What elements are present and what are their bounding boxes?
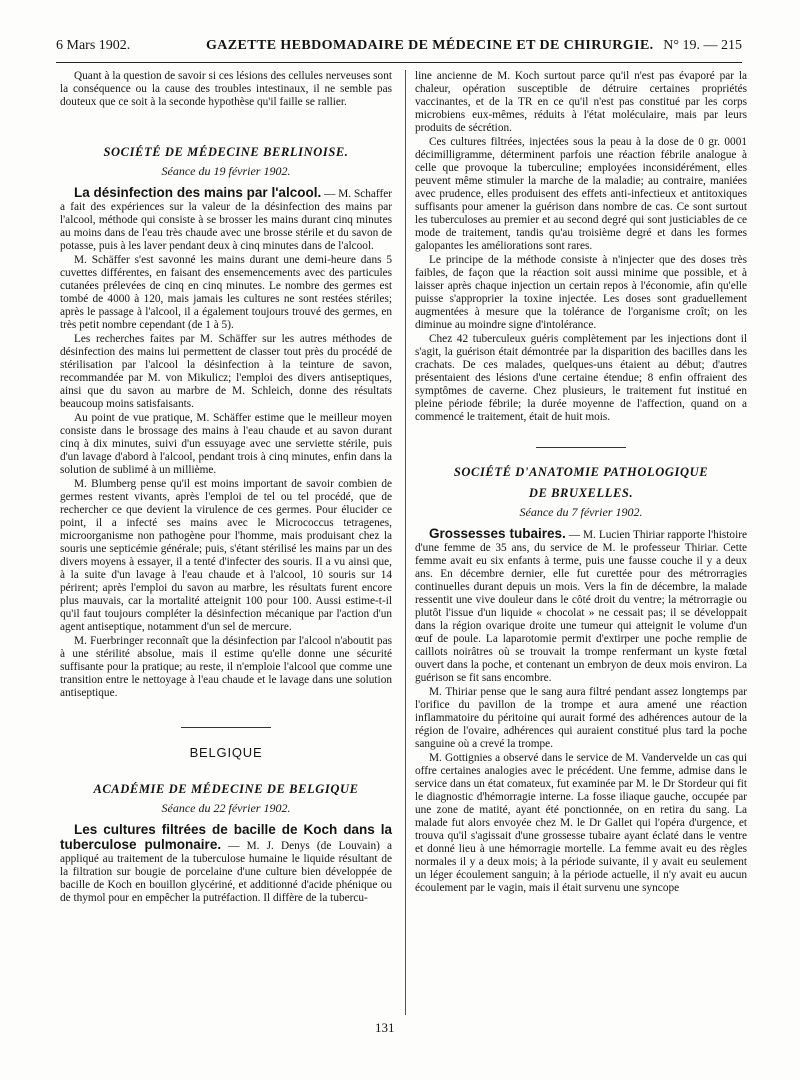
article-title-grossesses: Grossesses tubaires. — [429, 526, 566, 541]
section-heading-academie: ACADÉMIE DE MÉDECINE DE BELGIQUE — [93, 782, 359, 796]
running-header — [56, 38, 742, 60]
header-date: 6 Mars 1902. — [56, 38, 131, 53]
article-alcool-p3: Les recherches faites par M. Schäffer sur les autres méthodes de désinfection des mains lui permettent de classer tout près du procédé de stérilisation par l'alcool la désinfection à la teinture de savon, recommandée par M. von Mikulicz; l'emploi des divers antiseptiques, ainsi que du savon au marbre de M. Schleich, donne des résultats beaucoup moins satisfaisants. — [60, 333, 392, 410]
article-grossesses-p3: M. Gottignies a observé dans le service de M. Vandervelde un cas qui offre certaines analogies avec le précédent. Une femme, admise dans le service dans un état comateux, fut examinée par M. le Dr Stordeur qui fit le diagnostic d'hémorragie interne. La fosse iliaque gauche, occupée par une zone de matité, ayant été ponctionnée, on en retira du sang. La malade fut alors envoyée chez M. le Dr Gallet qui l'opéra d'urgence, et trouva qu'il s'agissait d'une grossesse tubaire ayant éclaté dans le ventre et donné lieu à une hémorragie mortelle. La femme avait eu des règles normales il y a deux mois; à la période suivante, il y avait eu seulement un léger écoulement sanguin; à la période actuelle, il n'y avait eu aucun écoulement par le vagin, mais il était survenu une syncope — [415, 752, 747, 894]
article-title-alcool: La désinfection des mains par l'alcool. — [74, 185, 322, 200]
header-issue-page: N° 19. — 215 — [663, 38, 742, 53]
seance-date-berlin: Séance du 19 février 1902. — [161, 164, 291, 178]
article-title-koch: Les cultures filtrées de bacille de Koch dans la tuberculose pulmonaire. — [60, 822, 392, 852]
left-column — [60, 70, 392, 906]
column-divider — [405, 70, 406, 1015]
article-koch-p3: Le principe de la méthode consiste à n'injecter que des doses très faibles, de façon que la réaction soit aussi minime que possible, et à laisser après chaque injection un certain repos à l'économie, afin qu'elle puisse s'approprier la toxine injectée. Les doses sont graduellement augmentées à mesure que la tolérance de l'organisme croît; on les diminue au moindre signe d'intolérance. — [415, 254, 747, 331]
seance-date-anatomie: Séance du 7 février 1902. — [519, 505, 643, 519]
page-folio: 131 — [375, 1020, 395, 1035]
seance-date-academie: Séance du 22 février 1902. — [161, 801, 291, 815]
article-alcool-p1: La désinfection des mains par l'alcool. — M. Schaffer a fait des expériences sur la valeur de la désinfection des mains par l'alcool, méthode qui consiste à se brosser les mains durant cinq minutes au moins dans de l'eau très chaude avec une brosse stérile et du savon de potasse, puis à les laver pendant deux à cinq minutes dans de l'alcool. — [60, 185, 392, 252]
section-heading-anatomie-1: SOCIÉTÉ D'ANATOMIE PATHOLOGIQUE — [453, 465, 709, 479]
article-koch-p1-continued: line ancienne de M. Koch surtout parce qu'il n'est pas évaporé par la chaleur, opération susceptible de détruire certaines propriétés vaccinantes, et de la TR en ce qu'il n'est pas constitué par les corps microbiens eux-mêmes, réduits à l'état moléculaire, mais par leurs produits de sécrétion. — [415, 70, 747, 134]
intro-paragraph: Quant à la question de savoir si ces lésions des cellules nerveuses sont la conséquence ou la cause des troubles intestinaux, il ne semble pas douteux que ce soit à la seconde hypothèse qu'il faille se rallier. — [60, 70, 392, 108]
header-journal-title: GAZETTE HEBDOMADAIRE DE MÉDECINE ET DE CHIRURGIE. — [206, 38, 654, 53]
right-column — [415, 70, 747, 896]
article-koch-p4: Chez 42 tuberculeux guéris complètement par les injections dont il s'agit, la guérison était démontrée par la disparition des bacilles dans les crachats. De ces malades, quelques-uns étaient au début; d'autres présentaient des lésions d'une certaine étendue; 8 enfin offraient des symptômes de caverne. Chez plusieurs, le traitement fut institué en pleine période fébrile; la durée moyenne de l'affection, quand on a commencé le traitement, était de huit mois. — [415, 333, 747, 423]
article-alcool-p6: M. Fuerbringer reconnaît que la désinfection par l'alcool n'aboutit pas à une stérilité absolue, mais il estime qu'elle donne une sécurité suffisante pour la pratique; au reste, il n'emploie l'alcool que comme une transition entre le nettoyage à l'eau chaude et le lavage dans une solution antiseptique. — [60, 635, 392, 699]
header-rule — [56, 62, 742, 63]
section-heading-anatomie-2: DE BRUXELLES. — [528, 486, 634, 500]
article-alcool-p2: M. Schäffer s'est savonné les mains durant une demi-heure dans 5 cuvettes différentes, en faisant des ensemencements avec des particules cutanées prélevées de cinq en cinq minutes. Le nombre des germes est tombé de 4000 à 120, mais jamais les cultures ne sont restées stériles; après le passage à l'alcool, il a également toujours trouvé des germes, en très petit nombre cependant (de 1 à 5). — [60, 254, 392, 331]
article-koch-p2: Ces cultures filtrées, injectées sous la peau à la dose de 0 gr. 0001 décimilligramme, déterminent parfois une réaction fébrile analogue à celle que provoque la tuberculine; employées inconsidérément, elles peuvent même stimuler la marche de la maladie; au contraire, maniées avec prudence, elles produisent des effets anti-infectieux et antitoxiques suffisants pour amener la guérison dans nombre de cas. Ce sont surtout les tuberculoses au premier et au second degré qui sont justiciables de ce mode de traitement, tandis qu'au troisième degré et dans les formes galopantes les améliorations sont rares. — [415, 136, 747, 252]
article-alcool-p5: M. Blumberg pense qu'il est moins important de savoir combien de germes restent vivants, après l'emploi de tel ou tel procédé, que de rechercher ce que devient la virulence de ces germes. Pour élucider ce point, il a infecté ses mains avec le Micrococcus tetragenes, microorganisme non pathogène pour l'homme, mais produisant chez la souris une septicémie générale; puis, s'étant stérilisé les mains par un des divers moyens à essayer, il a tenté d'infecter des souris. Il a vu ainsi que, à la suite d'un lavage à l'eau chaude et à l'alcool, 10 souris sur 14 périrent; après l'emploi du savon au marbre, les résultats furent encore plus mauvais, car la mortalité atteignit 100 pour 100. Aussi estime-t-il qu'il faut toujours compléter la désinfection mécanique par l'action d'un agent antiseptique, notamment d'un sel de mercure. — [60, 478, 392, 633]
article-alcool-p4: Au point de vue pratique, M. Schäffer estime que le meilleur moyen consiste dans le brossage des mains à l'eau chaude et au savon durant cinq à dix minutes, suivi d'un essuyage avec une serviette stérile, puis d'un lavage d'abord à l'alcool, pendant trois à cinq minutes, enfin dans la solution de sublimé à un millième. — [60, 412, 392, 476]
article-grossesses-p1: Grossesses tubaires. — M. Lucien Thiriar rapporte l'histoire d'une femme de 35 ans, du service de M. le professeur Thiriar. Cette femme avait eu six enfants à terme, puis une fausse couche il y a deux ans. En décembre dernier, elle fut curettée pour des métrorragies continuelles durant depuis un mois. Vers la fin de décembre, la malade ressentit une vive douleur dans le côté droit du ventre; la métrorragie ou plutôt l'issue d'un liquide « chocolat » ne cessait pas; il se développait dans la région ovarique droite une tumeur qui atteignit le volume d'un œuf de poule. La laparotomie permit d'extirper une poche remplie de caillots noirâtres où se trouvait la trompe renfermant un kyste fœtal ouvert dans la poche, et contenant un embryon de deux mois environ. La guérison se fit sans encombre. — [415, 526, 747, 684]
article-grossesses-p2: M. Thiriar pense que le sang aura filtré pendant assez longtemps par l'orifice du pavillon de la trompe et aura amené une réaction inflammatoire du péritoine qui aurait formé des adhérences autour de la région de l'ovaire, adhérences qui auraient constitué plus tard la poche sanguine où a crevé la trompe. — [415, 686, 747, 750]
section-heading-berlin: SOCIÉTÉ DE MÉDECINE BERLINOISE. — [103, 145, 349, 159]
article-koch-p1: Les cultures filtrées de bacille de Koch dans la tuberculose pulmonaire. — M. J. Denys (de Louvain) a appliqué au traitement de la tuberculose humaine le liquide résultant de la filtration sur bougie de porcelaine d'une culture bien développée de bacille de Koch en bouillon glycériné, et additionné d'acide phénique ou de thymol pour en empêcher la putréfaction. Il diffère de la tubercu- — [60, 822, 393, 904]
country-heading-belgique: BELGIQUE — [189, 745, 263, 760]
